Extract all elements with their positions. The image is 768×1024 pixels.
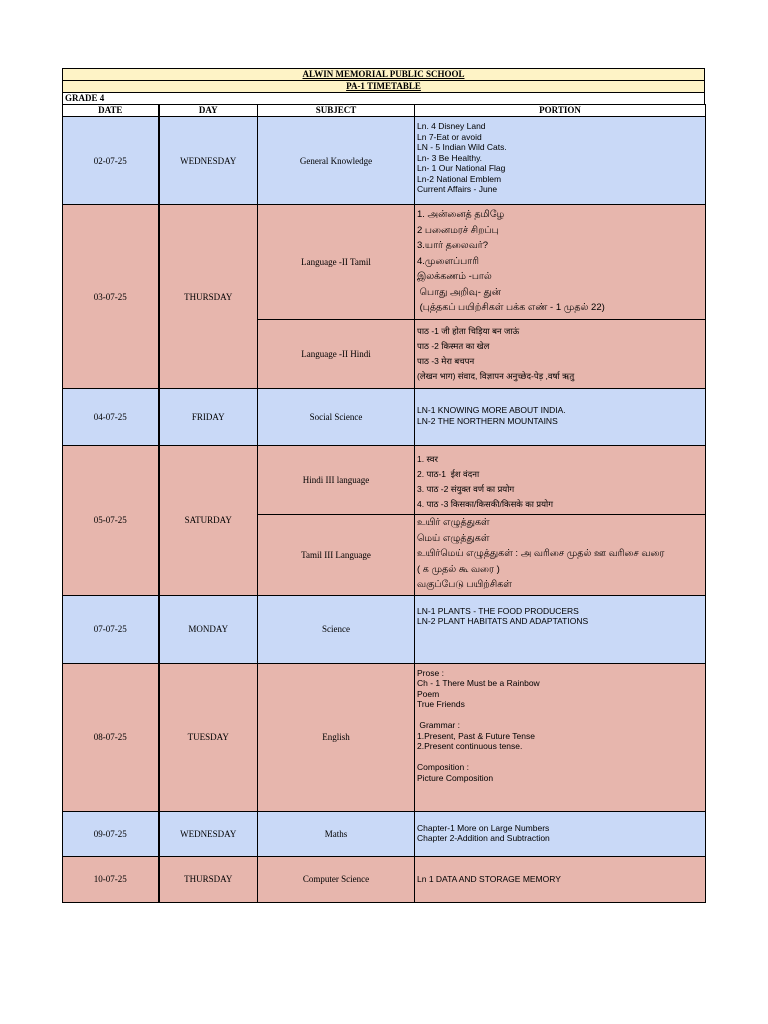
portion-line: மெய் எழுத்துகள்: [417, 532, 490, 544]
row-day: FRIDAY: [159, 389, 258, 446]
portion-line: 2. पाठ-1 ईश वंदना: [417, 469, 480, 479]
row-subject: Maths: [258, 811, 415, 856]
row-day: SATURDAY: [159, 446, 258, 596]
row-day: WEDNESDAY: [159, 811, 258, 856]
portion-line: 4. पाठ -3 किसका/किसकी/किसके का प्रयोग: [417, 499, 554, 509]
portion-line: Current Affairs - June: [417, 184, 498, 194]
row-subject: Computer Science: [258, 856, 415, 902]
row-subject: Language -II Hindi: [258, 320, 415, 389]
portion-line: 3.யார் தலைவர்?: [417, 240, 489, 251]
row-date: 05-07-25: [63, 446, 159, 596]
row-portion: [415, 595, 706, 663]
table-row: [63, 595, 706, 663]
row-subject: General Knowledge: [258, 117, 415, 205]
portion-line: இலக்கணம் -பால்: [417, 271, 492, 282]
grade-label: GRADE 4: [62, 93, 705, 104]
header-subject: SUBJECT: [258, 105, 415, 117]
row-date: 04-07-25: [63, 389, 159, 446]
header-date: DATE: [63, 105, 159, 117]
row-portion: [415, 515, 706, 596]
portion-line: Ch - 1 There Must be a Rainbow: [417, 678, 540, 688]
portion-line: (புத்தகப் பயிற்சிகள் பக்க எண் - 1 முதல் 22): [417, 302, 605, 313]
row-date: 07-07-25: [63, 595, 159, 663]
portion-line: Picture Composition: [417, 772, 494, 783]
row-date: 08-07-25: [63, 663, 159, 811]
portion-line: LN-1 PLANTS - THE FOOD PRODUCERS: [417, 605, 579, 616]
portion-line: Composition :: [417, 762, 469, 772]
portion-line: உயிர்மெய் எழுத்துகள் : அ வரிசை முதல் ஊ வரிசை வரை: [417, 548, 665, 559]
table-row: [63, 663, 706, 811]
table-row: [63, 205, 706, 320]
row-portion: [415, 389, 706, 446]
portion-line: ( க முதல் கூ வரை ): [417, 563, 500, 575]
row-subject: Social Science: [258, 389, 415, 446]
table-row: [63, 446, 706, 515]
table-row: [63, 811, 706, 856]
portion-line: 2 பனைமரச் சிறப்பு: [417, 224, 499, 236]
portion-line: पाठ -1 जी होता चिड़िया बन जाऊं: [417, 326, 520, 336]
portion-line: Grammar :: [417, 720, 460, 730]
portion-line: LN-2 THE NORTHERN MOUNTAINS: [417, 415, 558, 426]
portion-line: பொது அறிவு- துன்: [417, 286, 502, 298]
table-row: [63, 856, 706, 902]
portion-line: Chapter 2-Addition and Subtraction: [417, 833, 550, 843]
portion-line: உயிர் எழுத்துகள்: [417, 517, 490, 528]
row-subject: Tamil III Language: [258, 515, 415, 596]
portion-line: Ln- 1 Our National Flag: [417, 163, 506, 173]
header-day: DAY: [159, 105, 258, 117]
portion-line: Poem: [417, 688, 440, 699]
row-day: TUESDAY: [159, 663, 258, 811]
row-portion: [415, 205, 706, 320]
portion-line: 1. அன்னைத் தமிழே: [417, 209, 505, 220]
row-day: WEDNESDAY: [159, 117, 258, 205]
row-date: 03-07-25: [63, 205, 159, 389]
row-subject: Science: [258, 595, 415, 663]
row-subject: Language -II Tamil: [258, 205, 415, 320]
portion-line: पाठ -3 मेरा बचपन: [417, 356, 475, 366]
table-row: [63, 117, 706, 205]
portion-line: पाठ -2 किस्मत का खेल: [417, 341, 490, 351]
row-subject: Hindi III language: [258, 446, 415, 515]
header-row: [63, 105, 706, 117]
portion-line: Ln-2 National Emblem: [417, 173, 502, 184]
row-portion: [415, 811, 706, 856]
portion-line: Ln 7-Eat or avoid: [417, 131, 482, 142]
portion-line: Ln. 4 Disney Land: [417, 121, 486, 131]
row-portion: [415, 663, 706, 811]
portion-line: 1. स्वर: [417, 454, 438, 464]
row-portion: [415, 117, 706, 205]
portion-line: [417, 752, 703, 763]
row-portion: [415, 446, 706, 515]
portion-line: [417, 710, 703, 721]
table-row: [63, 389, 706, 446]
row-day: MONDAY: [159, 595, 258, 663]
portion-line: Chapter-1 More on Large Numbers: [417, 822, 550, 833]
row-portion: [415, 856, 706, 902]
portion-line: LN-1 KNOWING MORE ABOUT INDIA.: [417, 405, 566, 415]
timetable-sheet: [62, 68, 705, 903]
school-name: ALWIN MEMORIAL PUBLIC SCHOOL: [62, 68, 705, 80]
row-day: THURSDAY: [159, 856, 258, 902]
portion-line: 4.முளைப்பாரி: [417, 255, 479, 267]
portion-line: Ln- 3 Be Healthy.: [417, 152, 483, 163]
portion-line: Ln 1 DATA AND STORAGE MEMORY: [417, 873, 561, 884]
row-date: 10-07-25: [63, 856, 159, 902]
portion-line: 2.Present continuous tense.: [417, 741, 523, 751]
row-day: THURSDAY: [159, 205, 258, 389]
timetable-table: [62, 104, 706, 903]
portion-line: LN-2 PLANT HABITATS AND ADAPTATIONS: [417, 616, 589, 626]
portion-line: Prose :: [417, 667, 444, 678]
portion-line: 1.Present, Past & Future Tense: [417, 730, 535, 741]
portion-line: வகுப்பேடு பயிற்சிகள்: [417, 579, 512, 590]
row-date: 02-07-25: [63, 117, 159, 205]
portion-line: (लेखन भाग) संवाद, विज्ञापन अनुच्छेद-पेड़ ,वर्षा ऋतु: [417, 371, 575, 381]
timetable-title: PA-1 TIMETABLE: [62, 80, 705, 93]
portion-line: True Friends: [417, 699, 465, 709]
portion-line: LN - 5 Indian Wild Cats.: [417, 142, 507, 152]
row-date: 09-07-25: [63, 811, 159, 856]
row-portion: [415, 320, 706, 389]
portion-line: 3. पाठ -2 संयुक्त वर्ण का प्रयोग: [417, 484, 515, 494]
row-subject: English: [258, 663, 415, 811]
header-portion: PORTION: [415, 105, 706, 117]
